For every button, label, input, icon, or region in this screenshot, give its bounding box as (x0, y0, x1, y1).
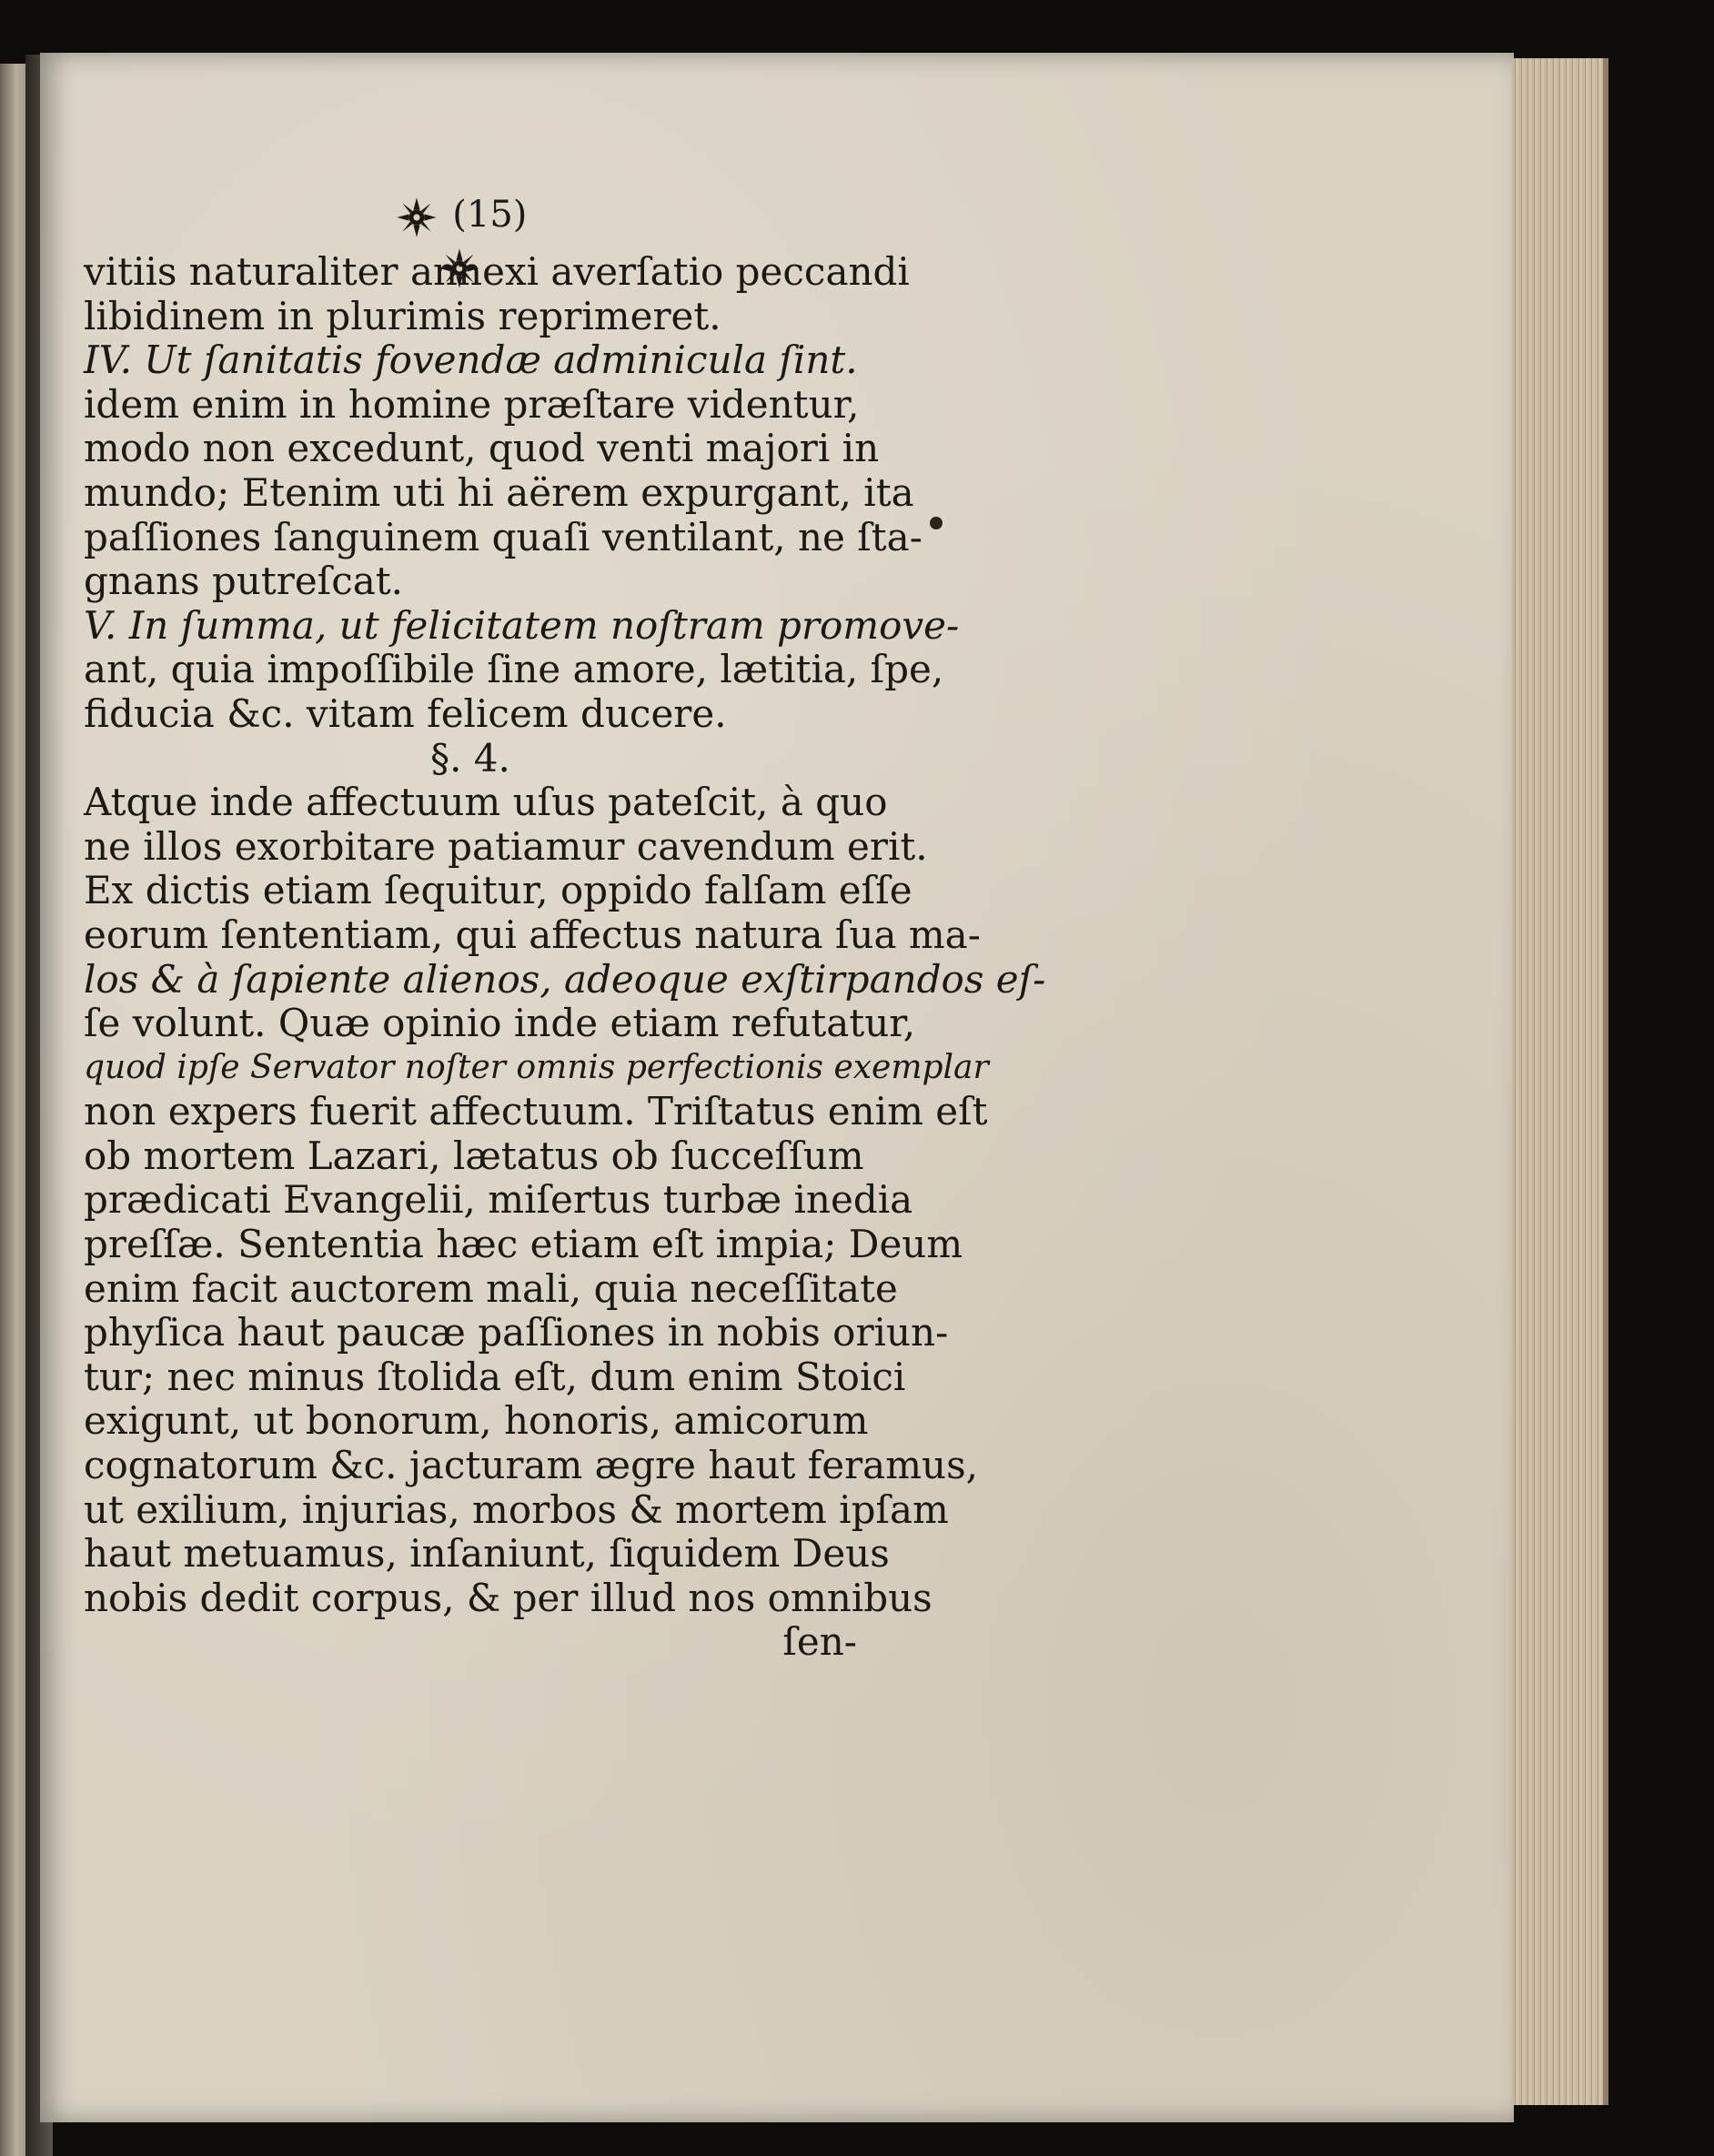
text-line: tur; nec minus ſtolida eſt, dum enim Stoici (84, 1354, 906, 1399)
text-line: modo non excedunt, quod venti majori in (84, 426, 880, 471)
text-line: phyſica haut paucæ paſſiones in nobis oriun- (84, 1310, 949, 1355)
text-line: ant, quia impoſſibile ſine amore, lætitia, ſpe, (84, 647, 944, 692)
page-header (364, 189, 555, 240)
text-line: ſe volunt. Quæ opinio inde etiam refutatur, (84, 1001, 916, 1046)
ink-spot (930, 517, 943, 529)
text-line: exigunt, ut bonorum, honoris, amicorum (84, 1398, 869, 1444)
text-line: eorum ſententiam, qui affectus natura ſua ma- (84, 912, 981, 957)
text-line: non expers fuerit affectuum. Triſtatus enim eſt (84, 1089, 988, 1134)
text-line: cognatorum &c. jacturam ægre haut feramus, (84, 1443, 978, 1488)
text-line: prædicati Evangelii, miſertus turbæ inedia (84, 1177, 913, 1223)
text-line: ne illos exorbitare patiamur cavendum erit. (84, 823, 928, 869)
text-line: IV. Ut ſanitatis fovendæ adminicula ſint. (84, 338, 858, 383)
text-line: Atque inde affectuum uſus pateſcit, à quo (84, 780, 888, 825)
text-line: haut metuamus, inſaniunt, ſiquidem Deus (84, 1531, 890, 1577)
text-line: nobis dedit corpus, & per illud nos omnibus (84, 1575, 933, 1620)
text-line: preſſæ. Sententia hæc etiam eſt impia; Deum (84, 1222, 963, 1267)
text-line: vitiis naturaliter annexi averſatio peccandi (84, 249, 910, 294)
left-ornament-icon (392, 196, 441, 239)
section-heading: §. 4. (430, 735, 510, 781)
text-line: ut exilium, injurias, morbos & mortem ipſam (84, 1486, 949, 1532)
text-line: los & à ſapiente alienos, adeoque exſtirpandos eſ- (84, 956, 1046, 1002)
catchword: ſen- (782, 1619, 857, 1665)
text-line: V. In ſumma, ut felicitatem noſtram promove- (84, 602, 960, 648)
text-line: libidinem in plurimis reprimeret. (84, 293, 721, 338)
text-line: ob mortem Lazari, lætatus ob ſucceſſum (84, 1133, 864, 1178)
page-edges (1512, 58, 1608, 2105)
text-line: Ex dictis etiam ſequitur, oppido falſam eſſe (84, 868, 912, 913)
text-line: fiducia &c. vitam felicem ducere. (84, 690, 727, 736)
text-line: paſſiones ſanguinem quaſi ventilant, ne ſta- (84, 514, 923, 559)
text-line: idem enim in homine præſtare videntur, (84, 381, 860, 427)
text-line: gnans putreſcat. (84, 559, 404, 604)
text-line: quod ipſe Servator noſter omnis perfectionis exemplar (84, 1048, 989, 1086)
text-line: mundo; Etenim uti hi aërem expurgant, ita (84, 469, 914, 515)
body-text (84, 249, 1046, 1665)
text-line: enim facit auctorem mali, quia neceſſitate (84, 1265, 898, 1311)
page-number: (15) (452, 194, 528, 236)
